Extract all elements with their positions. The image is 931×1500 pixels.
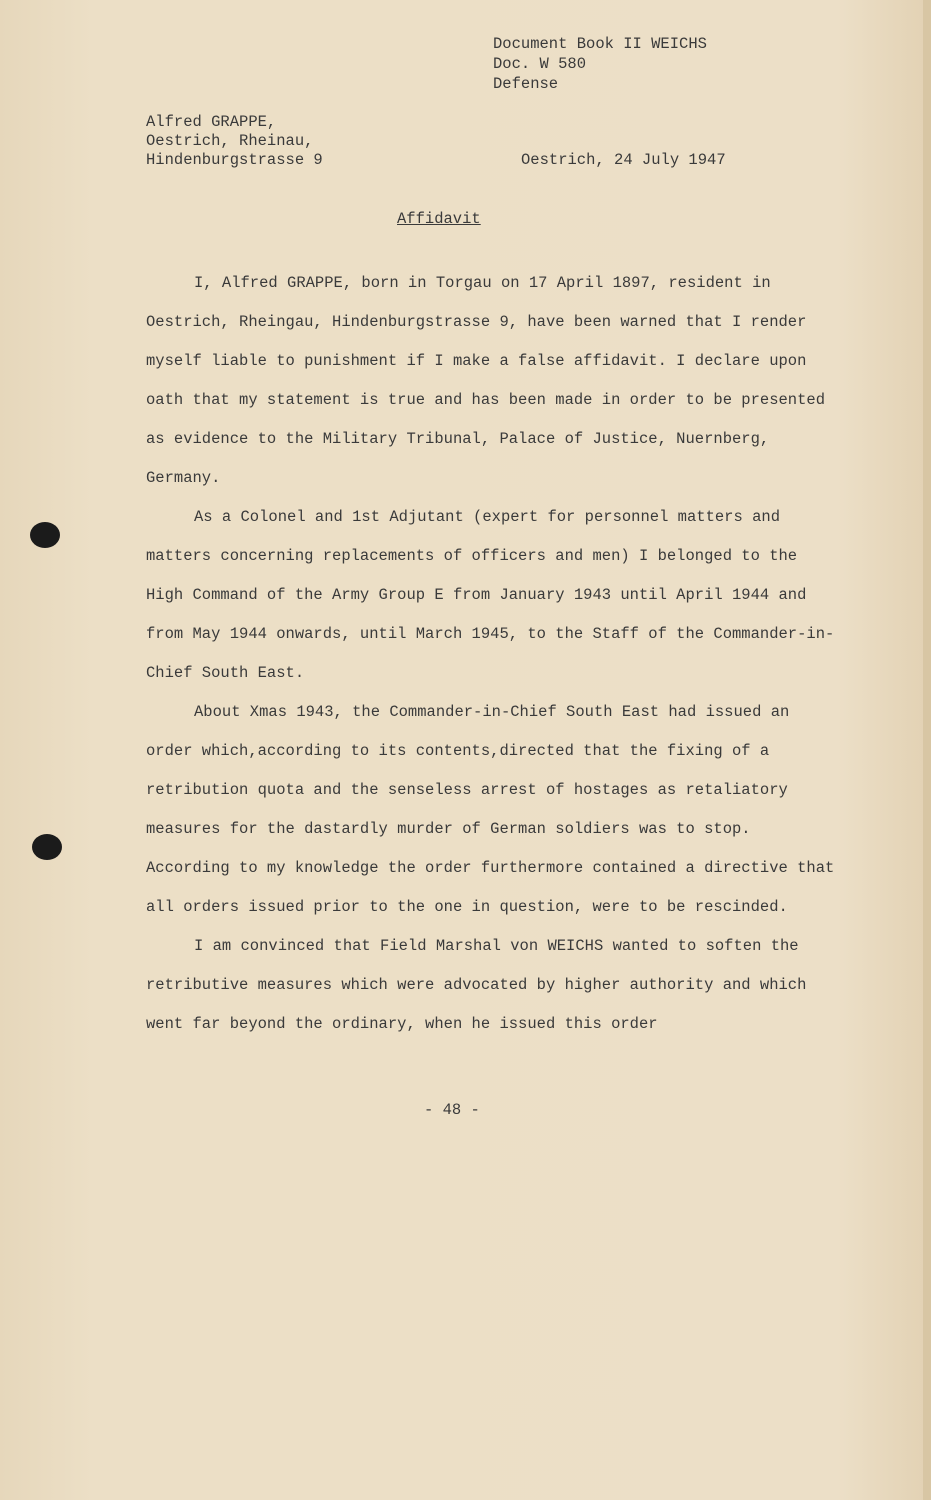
affidavit-body: [146, 264, 844, 1044]
document-reference: [493, 34, 707, 94]
sender-city: Oestrich, Rheinau,: [146, 132, 314, 150]
sender-street: Hindenburgstrasse 9: [146, 151, 323, 169]
paragraph: I am convinced that Field Marshal von WEICHS wanted to soften the retributive measures which were advocated by higher authority and which went far beyond the ordinary, when he issued this order: [146, 937, 816, 1033]
document-number: Doc. W 580: [493, 55, 587, 73]
page-number: - 48 -: [424, 1101, 480, 1119]
paragraph: About Xmas 1943, the Commander-in-Chief South East had issued an order which,according to its contents,directed that the fixing of a retribution quota and the senseless arrest of hostages as retaliatory measures for the dastardly murder of German soldiers was to stop. According to my knowledge the order furthermore contained a directive that all orders issued prior to the one in question, were to be rescinded.: [146, 703, 844, 916]
date-line: Oestrich, 24 July 1947: [521, 151, 726, 169]
sender-name: Alfred GRAPPE,: [146, 113, 277, 131]
document-title: Affidavit: [397, 210, 481, 228]
document-party: Defense: [493, 75, 559, 93]
sender-address: [146, 113, 323, 170]
document-book: Document Book II WEICHS: [493, 35, 707, 53]
punch-hole: [32, 834, 62, 860]
punch-hole: [30, 522, 60, 548]
paragraph: As a Colonel and 1st Adjutant (expert for personnel matters and matters concerning replacements of officers and men) I belonged to the High Command of the Army Group E from January 1943 until April 1944 and from May 1944 onwards, until March 1945, to the Staff of the Commander-in-Chief South East.: [146, 508, 835, 682]
paragraph: I, Alfred GRAPPE, born in Torgau on 17 April 1897, resident in Oestrich, Rheingau, Hindenburgstrasse 9, have been warned that I render myself liable to punishment if I make a false affidavit. I declare upon oath that my statement is true and has been made in order to be presented as evidence to the Military Tribunal, Palace of Justice, Nuernberg, Germany.: [146, 274, 835, 487]
page-edge: [923, 0, 931, 1500]
